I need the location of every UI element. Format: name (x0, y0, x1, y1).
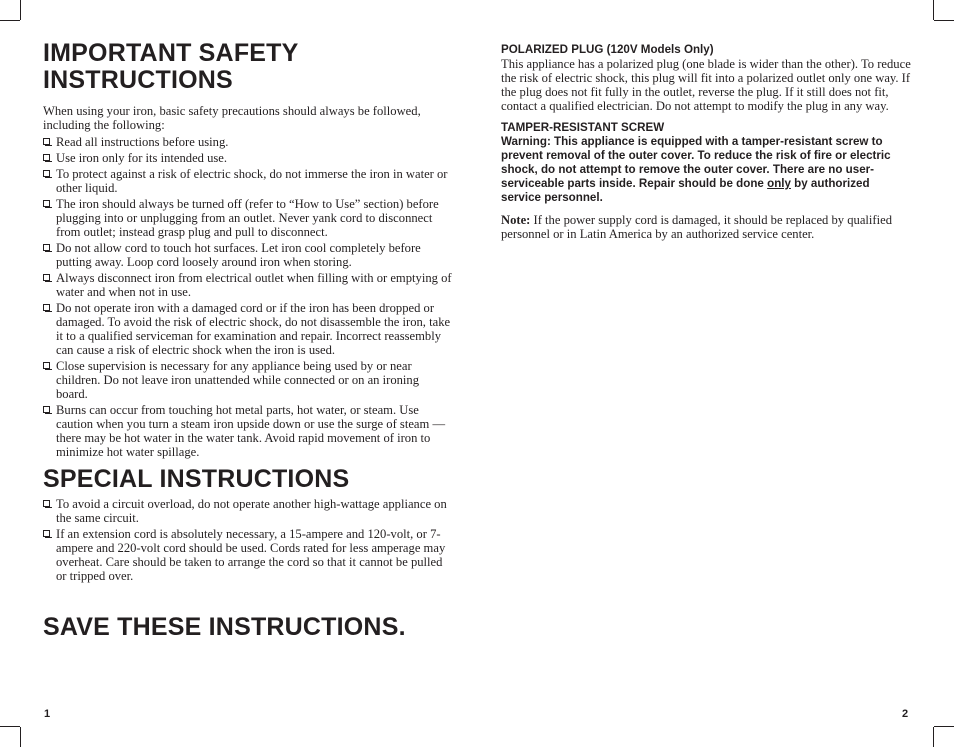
crop-mark-top-left-v (20, 0, 21, 20)
note-label: Note: (501, 213, 531, 227)
checkbox-icon (43, 154, 50, 161)
list-item: Always disconnect iron from electrical outlet when filling with or emptying of water and when not in use. (43, 271, 453, 299)
tamper-screw-warning: Warning: This appliance is equipped with a tamper-resistant screw to prevent removal of the outer cover. To reduce the risk of fire or electric shock, do not attempt to remove the outer cover. There are no user-serviceable parts inside. Repair should be done only by authorized service personnel. (501, 135, 891, 204)
safety-title-line1: IMPORTANT SAFETY (43, 39, 299, 67)
crop-mark-top-right-h (934, 20, 954, 21)
right-page (501, 43, 911, 249)
special-list (43, 497, 453, 585)
checkbox-icon (43, 244, 50, 251)
list-item: Read all instructions before using. (43, 135, 453, 149)
safety-title (43, 40, 453, 94)
list-item: If an extension cord is absolutely necessary, a 15-ampere and 120-volt, or 7-ampere and 220-volt cord should be used. Cords rated for less amperage may overheat. Care should be taken to arrange the cord so that it cannot be pulled or tripped over. (43, 527, 453, 583)
checkbox-icon (43, 406, 50, 413)
crop-mark-bottom-right-h (934, 726, 954, 727)
list-item: Do not allow cord to touch hot surfaces. Let iron cool completely before putting away. Loop cord loosely around iron when storing. (43, 241, 453, 269)
list-item: Do not operate iron with a damaged cord or if the iron has been dropped or damaged. To avoid the risk of electric shock, do not disassemble the iron, take it to a qualified serviceman for examination and repair. Incorrect reassembly can cause a risk of electric shock when the iron is used. (43, 301, 453, 357)
tamper-screw-section (501, 121, 911, 205)
tamper-screw-heading: TAMPER-RESISTANT SCREW (501, 121, 665, 134)
page-number-right: 2 (902, 708, 909, 720)
polarized-plug-section (501, 43, 911, 113)
checkbox-icon (43, 304, 50, 311)
polarized-plug-heading: POLARIZED PLUG (120V Models Only) (501, 43, 714, 56)
save-title: SAVE THESE INSTRUCTIONS. (43, 613, 406, 641)
list-item: To avoid a circuit overload, do not operate another high-wattage appliance on the same circuit. (43, 497, 453, 525)
crop-mark-top-right-v (933, 0, 934, 20)
note-section (501, 213, 911, 241)
crop-mark-bottom-right-v (933, 727, 934, 747)
crop-mark-bottom-left-v (20, 727, 21, 747)
note-text: If the power supply cord is damaged, it should be replaced by qualified personnel or in Latin America by an authorized service center. (501, 213, 892, 241)
crop-mark-top-left-h (0, 20, 20, 21)
checkbox-icon (43, 200, 50, 207)
polarized-plug-text: This appliance has a polarized plug (one blade is wider than the other). To reduce the risk of electric shock, this plug will fit into a polarized outlet only one way. If the plug does not fit fully in the outlet, reverse the plug. If it still does not fit, contact a qualified electrician. Do not attempt to modify the plug in any way. (501, 57, 911, 113)
page-number-left: 1 (44, 708, 51, 720)
checkbox-icon (43, 274, 50, 281)
special-title: SPECIAL INSTRUCTIONS (43, 465, 350, 493)
checkbox-icon (43, 138, 50, 145)
checkbox-icon (43, 170, 50, 177)
checkbox-icon (43, 500, 50, 507)
checkbox-icon (43, 362, 50, 369)
safety-intro: When using your iron, basic safety precautions should always be followed, including the following: (43, 104, 421, 132)
list-item: Close supervision is necessary for any appliance being used by or near children. Do not leave iron unattended while connected or on an ironing board. (43, 359, 453, 401)
list-item: To protect against a risk of electric shock, do not immerse the iron in water or other liquid. (43, 167, 453, 195)
checkbox-icon (43, 530, 50, 537)
crop-mark-bottom-left-h (0, 726, 20, 727)
safety-list (43, 135, 453, 461)
list-item: The iron should always be turned off (refer to “How to Use” section) before plugging into or unplugging from an outlet. Never yank cord to disconnect from outlet; instead grasp plug and pull to disconnect. (43, 197, 453, 239)
list-item: Burns can occur from touching hot metal parts, hot water, or steam. Use caution when you turn a steam iron upside down or use the surge of steam — there may be hot water in the water tank. Avoid rapid movement of iron to minimize hot water spillage. (43, 403, 453, 459)
list-item: Use iron only for its intended use. (43, 151, 453, 165)
safety-title-line2: INSTRUCTIONS (43, 66, 233, 94)
